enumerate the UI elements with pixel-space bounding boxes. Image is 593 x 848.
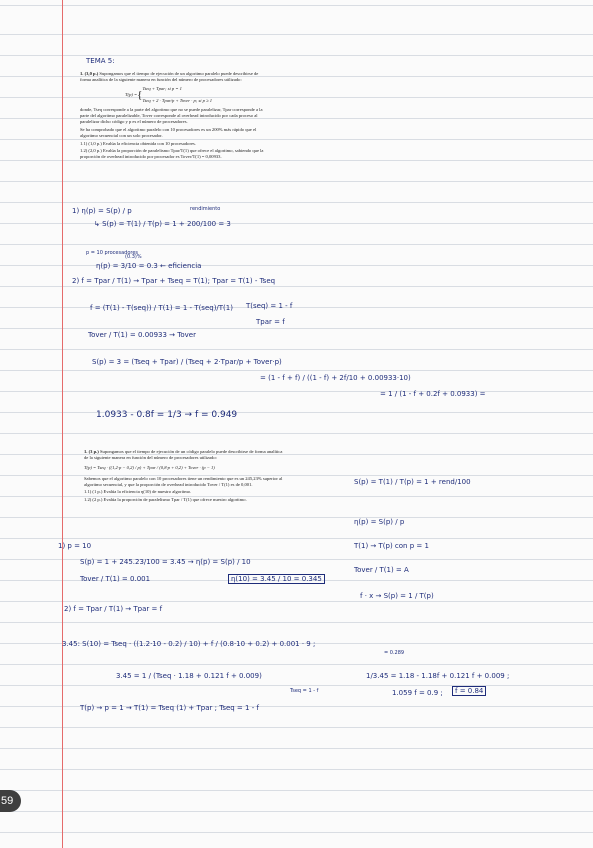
problem-2-intro: Supongamos que el tiempo de ejecución de un código paralelo puede describirse de forma analítica de la siguiente manera en función del número de procesadores utilizado: (84, 449, 283, 461)
note-1-line-7c: = 1 / (1 - f + 0.2f + 0.0933) = (380, 390, 486, 398)
note-2-right-2: η(p) = S(p) / p (354, 518, 405, 526)
formula-case-1: Tseq + Tpar; si p = 1 (142, 86, 182, 92)
note-1-line-6: Tover / T(1) = 0.00933 → Tover (88, 331, 196, 339)
problem-2-question-1: 1.1) (1 p.) Evalúa la eficiencia η(10) de nuestro algoritmo. (84, 489, 192, 495)
problem-1-intro: Supongamos que el tiempo de ejecución de un algoritmo paralelo puede describirse de forma analítica de la siguiente manera en función del número de procesadores utilizado: (80, 71, 259, 83)
formula-lhs: T(p) = (125, 92, 138, 97)
note-rendimiento: rendimiento (190, 206, 221, 212)
note-2-right-3: T(1) → T(p) con p = 1 (354, 542, 429, 550)
note-1-line-7a: S(p) = 3 = (Tseq + Tpar) / (Tseq + 2·Tpar/p + Tover·p) (92, 358, 282, 366)
note-1-line-8: 1.0933 - 0.8f = 1/3 → f = 0.949 (96, 410, 238, 420)
problem-1-formula (125, 86, 270, 103)
note-1-line-3: η(p) = 3/10 = 0.3 ← eficiencia (96, 262, 202, 270)
note-percent: (0.3)% (125, 254, 142, 260)
page-title: TEMA 5: (86, 57, 115, 65)
problem-2-question-2: 1.2) (2 p.) Evalúa la proporción de paralelismo Tpar / T(1) que ofrece nuestro algoritmo. (84, 497, 247, 502)
note-2-line-2: S(p) = 1 + 245.23/100 = 3.45 → η(p) = S(p) / 10 (80, 558, 251, 566)
note-2-line-9: T(p) → p = 1 → T(1) = Tseq (1) + Tpar ; Tseq = 1 - f (80, 704, 259, 712)
problem-2-context: Sabemos que el algoritmo paralelo con 10 procesadores tiene un rendimiento que es un 245,23% superior al algoritmo secuencial, y que la proporción de overhead introducido Tover / T(1) es de 0,001. (84, 475, 283, 487)
problem-1-heading: 1. (3,0 p.) (80, 71, 99, 76)
note-2-right-5: f · x → S(p) = 1 / T(p) (360, 592, 434, 600)
problem-2-heading: 1. (3 p.) (84, 449, 99, 454)
note-2-right-1: S(p) = T(1) / T(p) = 1 + rend/100 (354, 478, 471, 486)
note-2-line-7: 1/3.45 = 1.18 - 1.18f + 0.121 f + 0.009 ; (366, 672, 510, 680)
note-2-line-1: 1) p = 10 (58, 542, 92, 550)
note-1-line-7b: = (1 - f + f) / ((1 - f) + 2f/10 + 0.00933·10) (260, 374, 411, 382)
note-2-line-4: 2) f = Tpar / T(1) → Tpar = f (64, 605, 163, 613)
note-1-line-1: 1) η(p) = S(p) / p (72, 207, 132, 215)
note-2-line-5: 3.45: S(10) = Tseq · ((1.2·10 - 0.2) / 10) + f / (0.8·10 + 0.2) + 0.001 · 9 ; (62, 640, 316, 648)
page-number-badge: 59 (0, 790, 21, 812)
problem-1-question-1: 1.1) (1,0 p.) Evalúa la eficiencia obtenida con 10 procesadores. (80, 140, 196, 146)
note-1-line-4: 2) f = Tpar / T(1) → Tpar + Tseq = T(1); Tpar = T(1) - Tseq (72, 277, 276, 285)
problem-1-definitions: donde, Tseq corresponde a la parte del algoritmo que no se puede paralelizar, Tpar corresponde a la parte del algoritmo paralelizable, Tover corresponde al overhead introducido por cada proceso al paralelizar dicho código y p es el número de procesadores. (80, 106, 263, 125)
efficiency-result-box: η(10) = 3.45 / 10 = 0.345 (228, 574, 325, 584)
note-2-value-289: = 0.289 (384, 650, 405, 656)
problem-1-question-2: 1.2) (2,0 p.) Evalúa la proporción de paralelismo Tpar/T(1) que ofrece el algoritmo, sabiendo que la proporción de overhead introducido por procesador es Tover/T(1) = 0,00933. (80, 148, 264, 160)
note-2-right-4: Tover / T(1) = A (354, 566, 409, 574)
formula-brace: { (137, 89, 143, 102)
problem-1-block (80, 71, 270, 162)
parallel-fraction-result-box: f = 0.84 (452, 686, 486, 696)
note-2-line-8: 1.059 f = 0.9 ; (392, 689, 443, 697)
note-procesadores: p = 10 procesadores (86, 250, 139, 256)
note-1-right-a: T(seq) = 1 - f (246, 302, 293, 310)
note-1-line-2: ↳ S(p) = T(1) / T(p) = 1 + 200/100 = 3 (94, 220, 231, 228)
problem-1-context: Se ha comprobado que el algoritmo paralelo con 10 procesadores es un 200% más rápido que el algoritmo secuencial con un solo procesador. (80, 126, 257, 139)
note-2-line-3: Tover / T(1) = 0.001 (80, 575, 151, 583)
note-2-tseq: Tseq = 1 - f (290, 688, 319, 694)
note-1-right-b: Tpar = f (256, 318, 285, 326)
note-1-line-5: f = (T(1) - T(seq)) / T(1) = 1 - T(seq)/T(1) (90, 304, 233, 312)
problem-2-formula: T(p) = Tseq · ((1,2·p − 0,2) / p) + Tpar / (0,8·p + 0,2) + Tover · (p − 1) (84, 465, 215, 471)
note-2-line-6: 3.45 = 1 / (Tseq · 1.18 + 0.121 f + 0.009) (116, 672, 262, 680)
problem-2-block (84, 449, 284, 505)
margin-line (62, 0, 63, 848)
formula-case-2: Tseq + 2 · Tpar/p + Tover · p; si p ≥ 1 (142, 97, 213, 103)
